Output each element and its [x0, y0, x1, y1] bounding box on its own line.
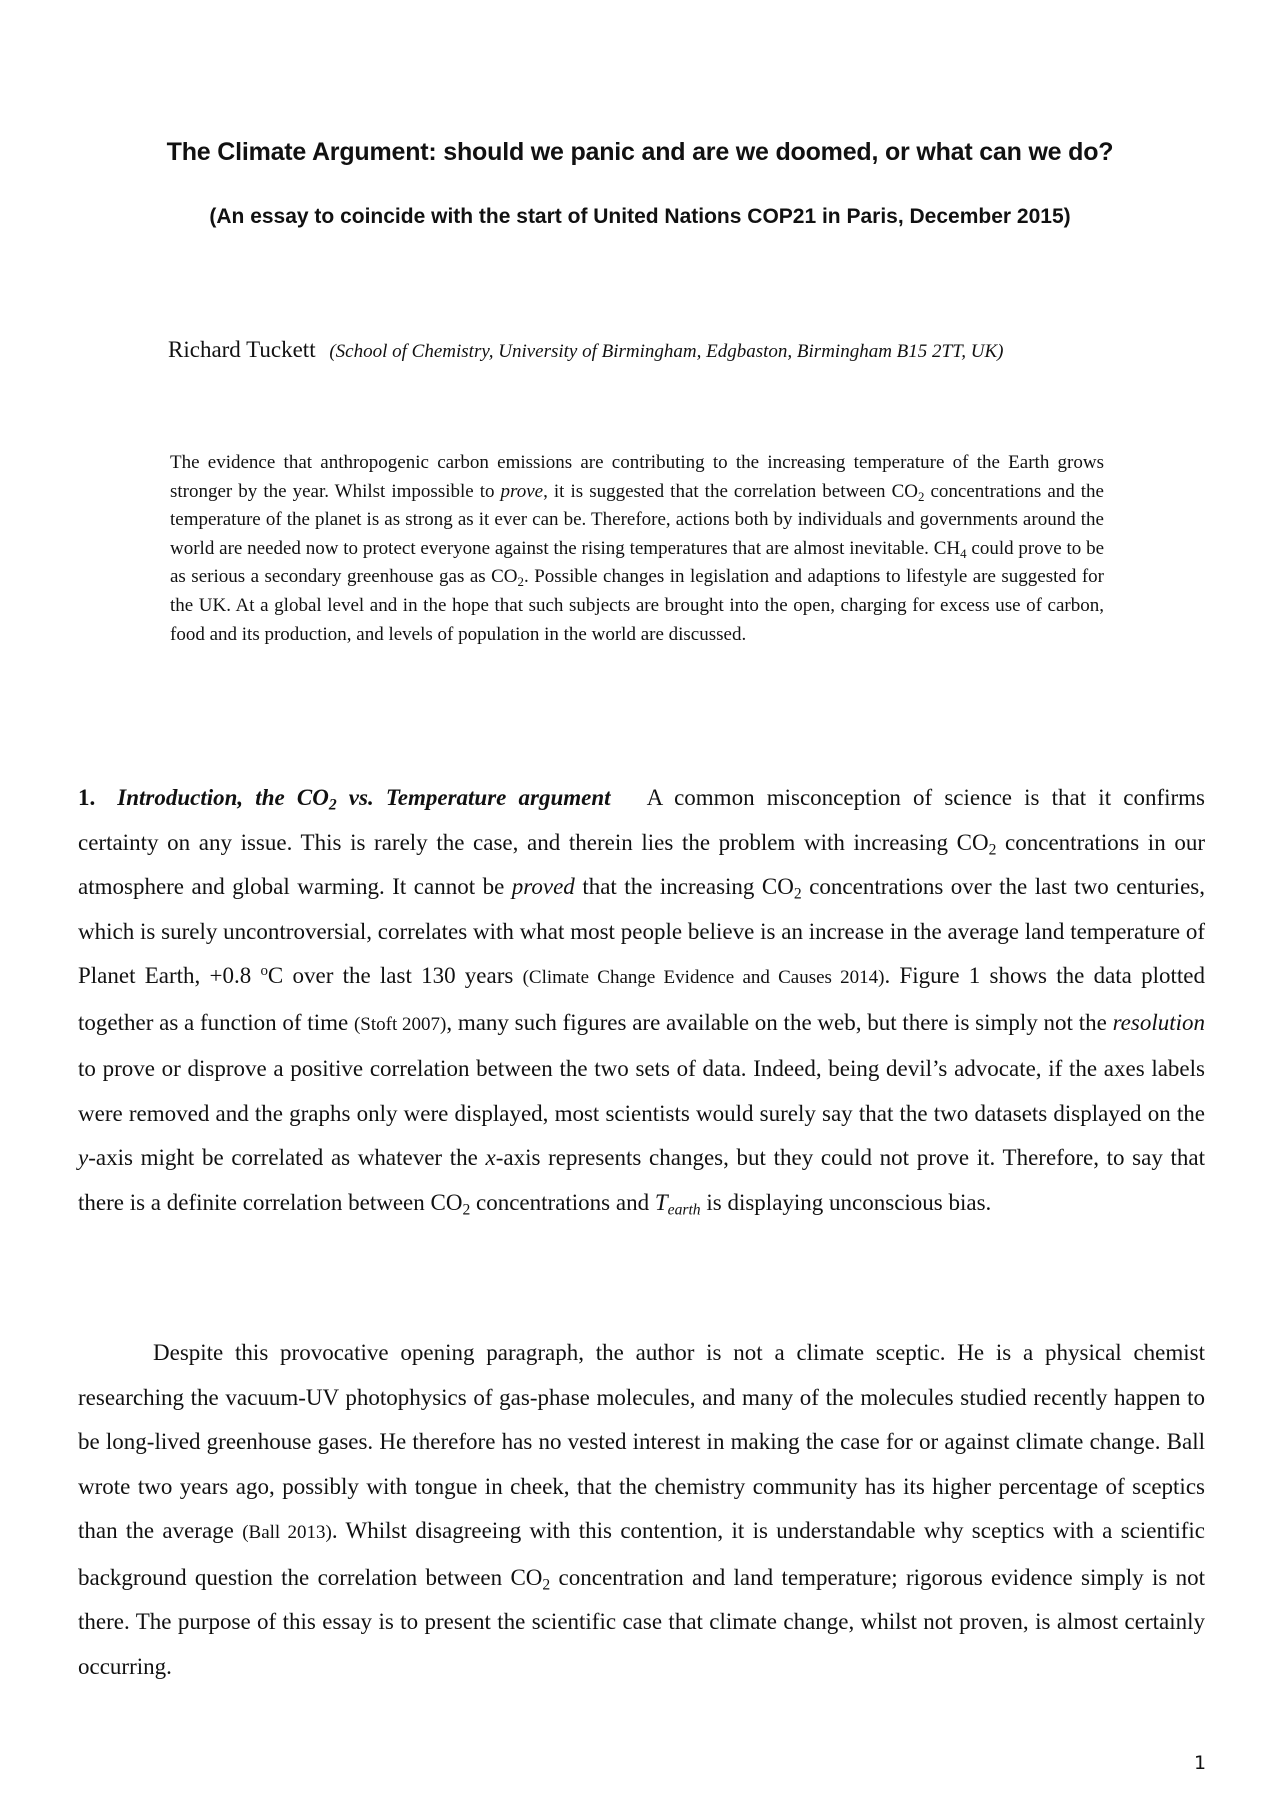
subscript: 2 — [517, 574, 524, 590]
body-text: . Whilst disagreeing with this contention, it is understandable why sceptics with a scientific background question the correlation between CO — [78, 1518, 1205, 1590]
author-affiliation: (School of Chemistry, University of Birmingham, Edgbaston, Birmingham B15 2TT, UK) — [329, 341, 1004, 362]
section-heading — [117, 785, 611, 814]
body-text: -axis represents changes, but they could not prove it. Therefore, to say that there is a definite correlation between CO — [78, 1145, 1206, 1215]
subscript: 2 — [988, 841, 997, 859]
abstract-emphasis: prove — [500, 480, 544, 502]
body-emphasis: proved — [511, 874, 575, 899]
abstract-text: The evidence that anthropogenic carbon emissions are contributing to the increasing temperature of the Earth grows stronger by the year. Whilst impossible to — [170, 452, 1104, 502]
abstract — [170, 449, 1104, 649]
abstract-text: . Possible changes in legislation and adaptions to lifestyle are suggested for the UK. At a global level and in the hope that such subjects are brought into the open, charging for excess use of carbon, food and its production, and levels of population in the world are discussed. — [170, 566, 1104, 645]
body-text: , many such figures are available on the web, but there is simply not the — [446, 1009, 1113, 1035]
t-earth-symbol — [654, 1189, 701, 1219]
symbol-text: T — [654, 1189, 668, 1215]
section-1-paragraph-2 — [78, 1331, 1205, 1689]
body-text: -axis might be correlated as whatever the — [88, 1145, 486, 1170]
section-1-paragraph-1 — [78, 776, 1205, 1225]
body-text: C over the last 130 years — [267, 963, 523, 988]
body-text: to prove or disprove a positive correlation between the two sets of data. Indeed, being devil’s advocate, if the axes labels were removed and the graphs only were displayed, most scientists would surely say that the two datasets displayed on the — [78, 1056, 1205, 1126]
abstract-text: could prove to be as serious a secondary greenhouse gas as CO — [170, 537, 1105, 588]
body-emphasis: resolution — [1112, 1009, 1205, 1035]
abstract-text: concentrations and the temperature of the planet is as strong as it ever can be. Therefore, actions both by individuals and governments around the world are needed now to protect everyone against the rising temperatures that are almost inevitable. CH — [170, 480, 1104, 559]
body-emphasis: x — [485, 1145, 496, 1170]
subscript: 2 — [793, 885, 802, 903]
document-subtitle: (An essay to coincide with the start of United Nations COP21 in Paris, December 2015) — [209, 205, 1071, 228]
subscript: 4 — [960, 545, 967, 561]
section-heading-text: vs. Temperature argument — [336, 785, 611, 810]
section-heading-text: Introduction, the CO — [117, 785, 329, 810]
subscript: 2 — [328, 796, 337, 814]
subscript: 2 — [462, 1201, 471, 1219]
subscript: earth — [667, 1201, 701, 1219]
author-name: Richard Tuckett — [168, 337, 316, 362]
abstract-text: , it is suggested that the correlation between CO — [543, 480, 918, 502]
body-text: A common misconception of science is that it confirms certainty on any issue. This is rarely the case, and therein lies the problem with increasing CO — [78, 785, 1206, 855]
citation: (Ball 2013) — [242, 1522, 332, 1543]
body-emphasis: y — [78, 1145, 89, 1170]
section-number: 1. — [78, 785, 96, 810]
author-line — [168, 337, 1003, 363]
body-text: is displaying unconscious bias. — [700, 1189, 992, 1215]
degree-superscript: o — [260, 962, 268, 979]
citation: (Stoft 2007) — [353, 1013, 447, 1035]
page-number: 1 — [1194, 1752, 1207, 1774]
body-text: concentrations over the last two centuries, which is surely uncontroversial, correlates with what most people believe is an increase in the average land temperature of Planet Earth, +0.8 — [78, 874, 1205, 988]
body-text: Despite this provocative opening paragraph, the author is not a climate sceptic. He is a physical chemist researching the vacuum-UV photophysics of gas-phase molecules, and many of the molecules studied recently happen to be long-lived greenhouse gases. He therefore has no vested interest in making the case for or against climate change. Ball wrote two years ago, possibly with tongue in cheek, that the chemistry community has its higher percentage of sceptics than the average — [78, 1340, 1205, 1543]
body-text: . Figure 1 shows the data plotted together as a function of time — [78, 963, 1205, 1035]
citation: (Climate Change Evidence and Causes 2014) — [522, 967, 885, 988]
subscript: 2 — [918, 488, 925, 504]
body-text: concentrations and — [470, 1189, 655, 1215]
body-text: concentration and land temperature; rigorous evidence simply is not there. The purpose of this essay is to present the scientific case that climate change, whilst not proven, is almost certainly occurring. — [78, 1564, 1206, 1679]
subscript: 2 — [542, 1576, 551, 1594]
document-title: The Climate Argument: should we panic and are we doomed, or what can we do? — [166, 138, 1114, 166]
body-text: that the increasing CO — [574, 874, 794, 899]
body-text: concentrations in our atmosphere and global warming. It cannot be — [78, 829, 1205, 899]
